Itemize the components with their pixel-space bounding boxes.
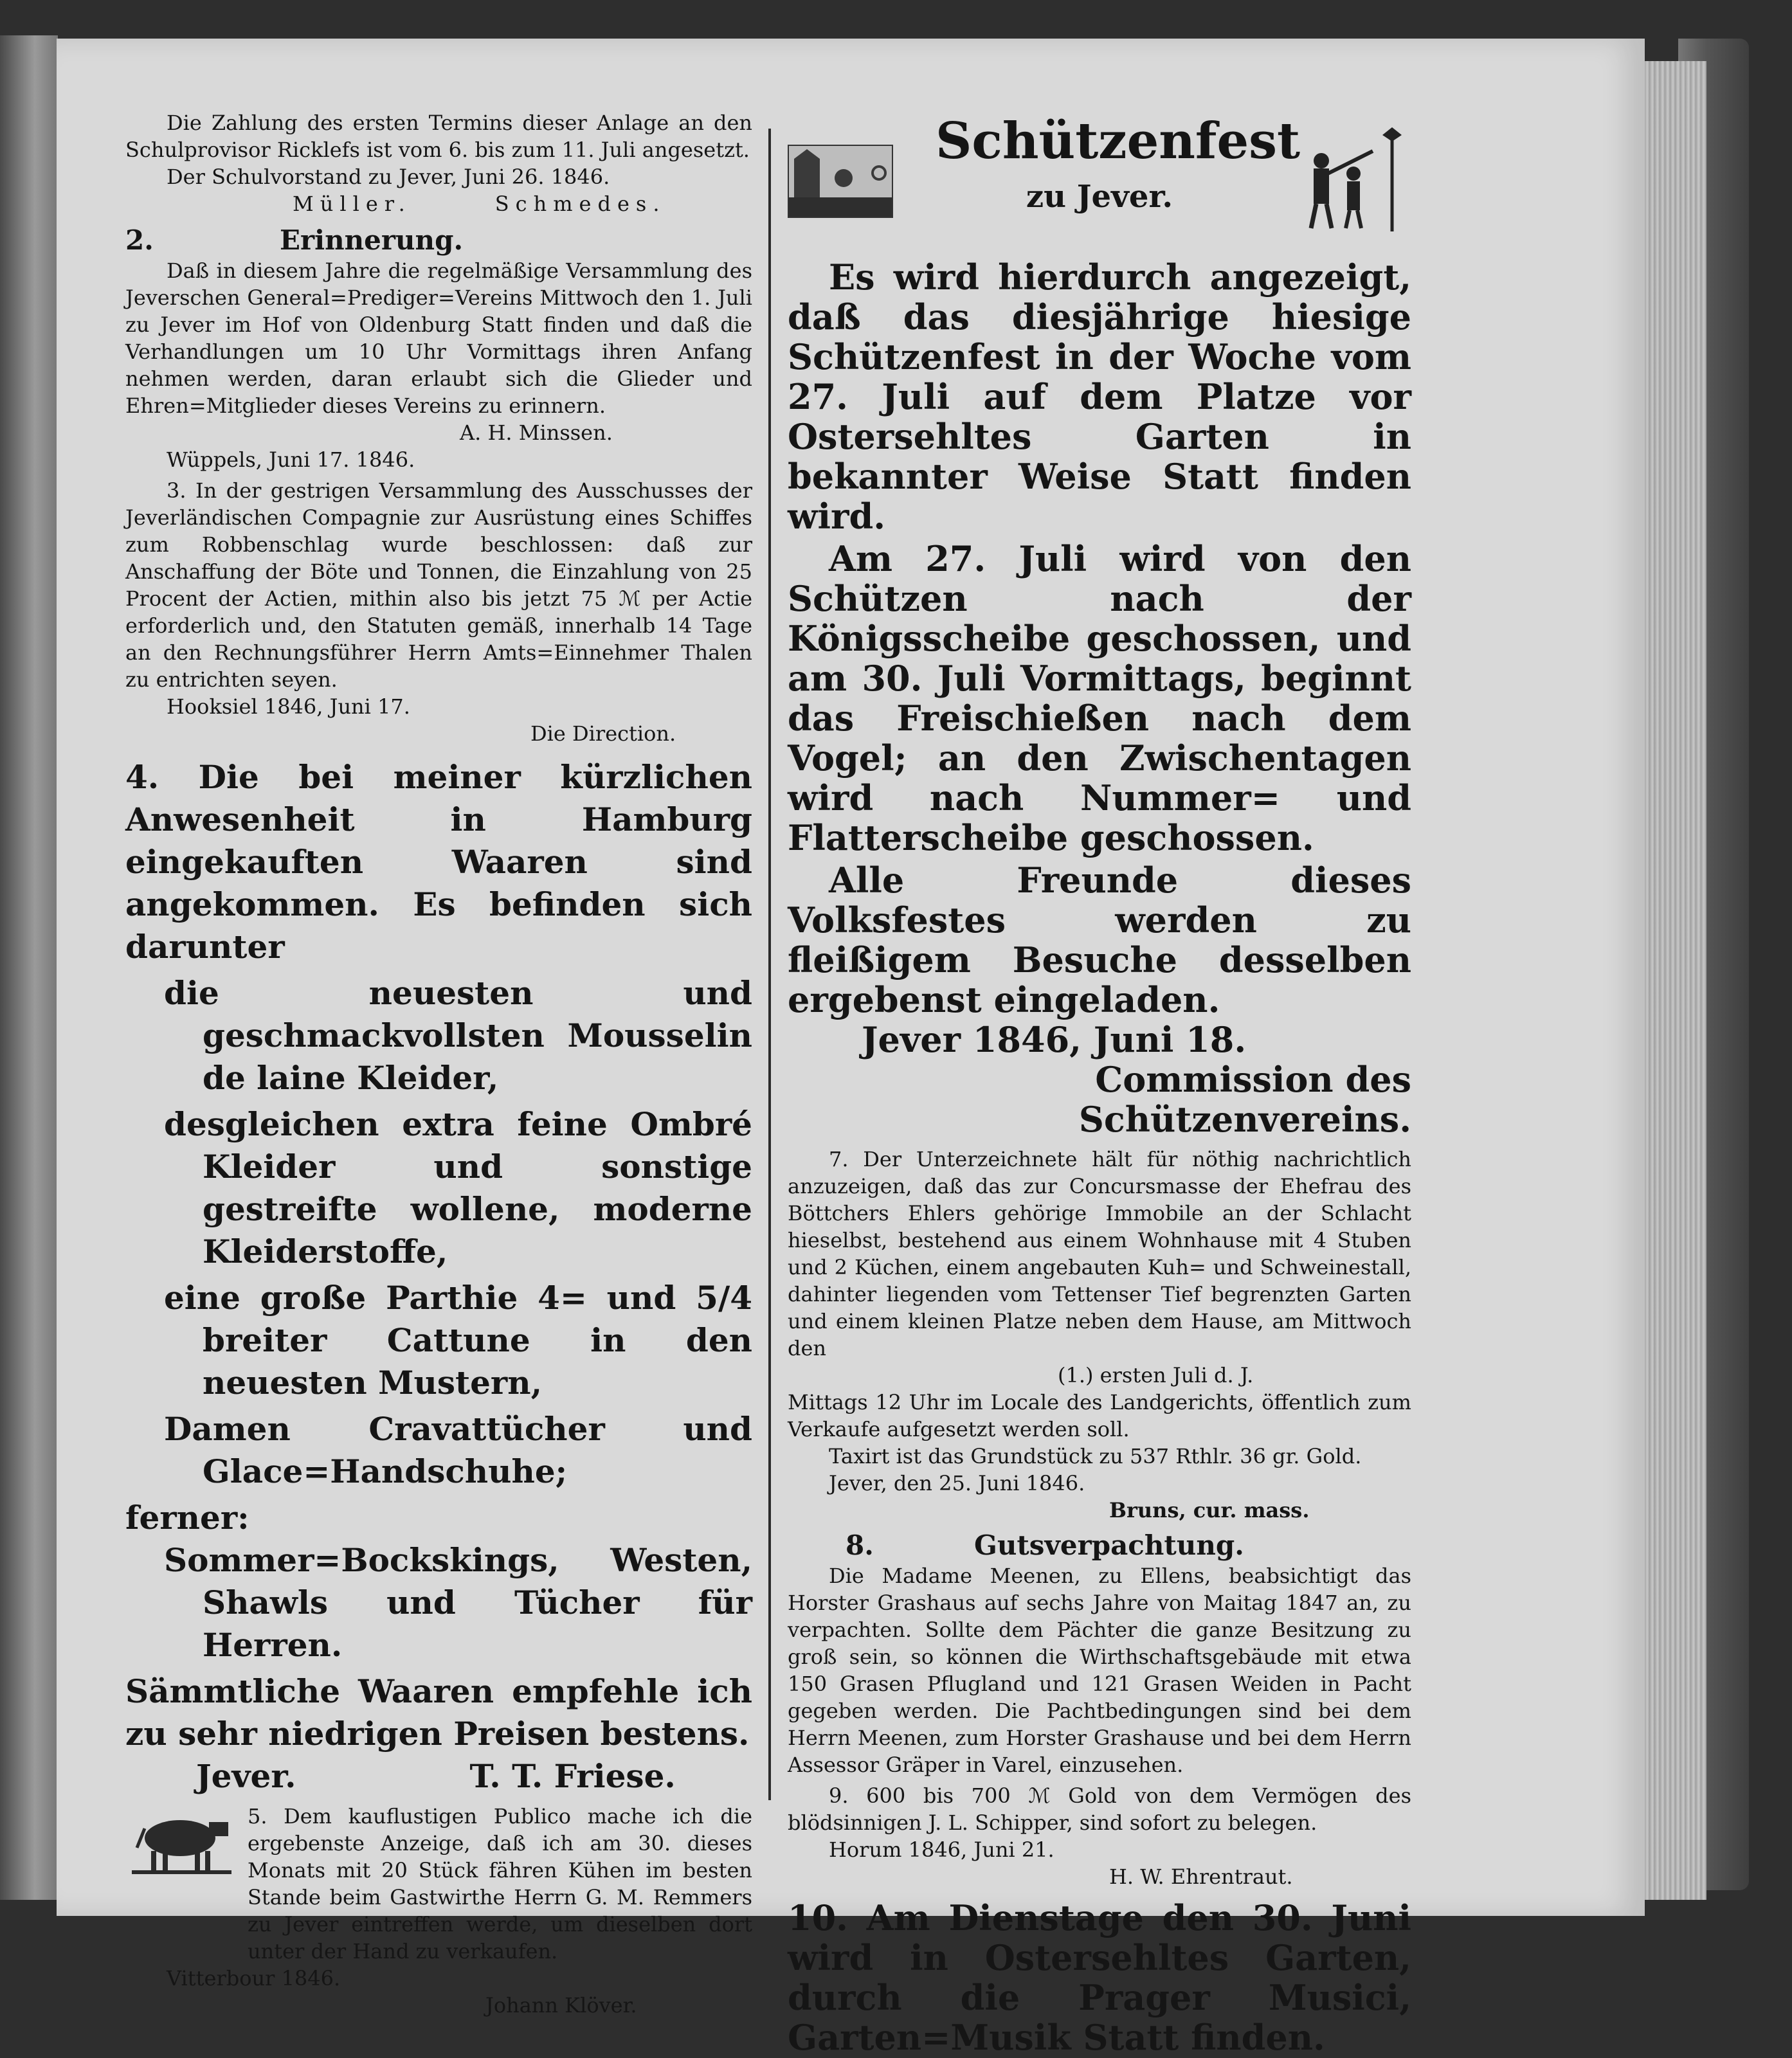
notice-9-body: 9. 600 bis 700 ℳ Gold von dem Vermögen des blödsinnigen J. L. Schipper, sind sofort zu belegen. [788, 1783, 1411, 1835]
notice-10-body: 10. Am Dienstage den 30. Juni wird in Ostersehltes Garten, durch die Prager Musici, Garten=Musik Statt finden. [788, 1897, 1411, 2058]
notice-4-item-5: Sommer=Bockskings, Westen, Shawls und Tücher für Herren. [164, 1541, 752, 1664]
notice-6-place: Jever 1846, Juni 18. [862, 1019, 1247, 1060]
shooters-with-bird-target-icon [1296, 122, 1405, 231]
notice-2-place: Wüppels, Juni 17. 1846. [167, 447, 415, 472]
notice-7-date: (1.) ersten Juli d. J. [1058, 1363, 1254, 1387]
notice-4-signature-row [125, 1755, 752, 1798]
schuetzenfest-subtitle: zu Jever. [1026, 179, 1173, 215]
notice-5-place: Vitterbour 1846. [167, 1966, 341, 1990]
notice-1-sig-schmedes: Schmedes. [494, 192, 666, 216]
notice-4-item-1: die neuesten und geschmackvollsten Mousselin de laine Kleider, [164, 974, 752, 1097]
notice-4-ferner: ferner: [125, 1499, 249, 1537]
notice-1-place: Der Schulvorstand zu Jever, Juni 26. 1846. [167, 165, 610, 189]
shooting-range-icon [788, 145, 893, 218]
notice-4-signature: T. T. Friese. [469, 1757, 676, 1795]
notice-8-number: 8. [846, 1530, 874, 1561]
column-divider [768, 129, 771, 1800]
notice-6-paragraph-2: Am 27. Juli wird von den Schützen nach der Königsscheibe geschossen, und am 30. Juli Vormittags, beginnt das Freischießen nach dem Vogel; an den Zwischentagen wird nach Nummer= und Flatterscheibe geschossen. [788, 538, 1411, 858]
notice-2-heading [125, 224, 752, 257]
notice-7-body: 7. Der Unterzeichnete hält für nöthig nachrichtlich anzuzeigen, daß das zur Concursmasse der Ehefrau des Böttchers Ehlers gehörige Immobile an der Schlacht hieselbst, bestehend aus einem Wohnhause mit 4 Stuben und 2 Küchen, einem angebauten Kuh= und Schweinestall, dahinter liegenden vom Tettenser Tief begrenzten Garten und einem kleinen Platze neben dem Hause, am Mittwoch den [788, 1147, 1411, 1360]
notice-7-valuation: Taxirt ist das Grundstück zu 537 Rthlr. 36 gr. Gold. [829, 1444, 1362, 1468]
notice-5-signature: Johann Klöver. [485, 1993, 637, 2017]
notice-4-item-3: eine große Parthie 4= und 5/4 breiter Cattune in den neuesten Mustern, [164, 1279, 752, 1402]
notice-4-intro: 4. Die bei meiner kürzlichen Anwesenheit in Hamburg eingekauften Waaren sind angekommen. Es befinden sich darunter [125, 758, 752, 966]
notice-7-place: Jever, den 25. Juni 1846. [829, 1471, 1085, 1495]
cow-woodcut-icon [125, 1803, 235, 1880]
notice-8-body: Die Madame Meenen, zu Ellens, beabsichtigt das Horster Grashaus auf sechs Jahre von Maitag 1847 an, zu verpachten. Sollte dem Pächter die ganze Besitzung zu groß sein, so können die Wirthschaftsgebäude mit etwa 150 Grasen Pflugland und 121 Grasen Weiden in Pacht gegeben werden. Die Pachtbedingungen sind bei dem Herrn Meenen, zum Horster Grashause und bei dem Herrn Assessor Gräper in Varel, einzusehen. [788, 1564, 1411, 1777]
notice-4-close: Sämmtliche Waaren empfehle ich zu sehr niedrigen Preisen bestens. [125, 1672, 752, 1753]
notice-3-signature: Die Direction. [530, 721, 676, 746]
notice-2-number: 2. [125, 224, 154, 256]
notice-2-signature: A. H. Minssen. [460, 420, 613, 445]
notice-2-body: Daß in diesem Jahre die regelmäßige Versammlung des Jeverschen General=Prediger=Vereins Mittwoch den 1. Juli zu Jever im Hof von Oldenburg Statt finden und daß die Verhandlungen um 10 Uhr Vormittags ihren Anfang nehmen werden, daran erlaubt sich die Glieder und Ehren=Mitglieder dieses Vereins zu erinnern. [125, 258, 752, 418]
notice-4-item-4: Damen Cravattücher und Glace=Handschuhe; [164, 1410, 752, 1490]
notice-5 [125, 1803, 752, 2019]
notice-6-signature: Commission des Schützenvereins. [1078, 1059, 1411, 1140]
schuetzenfest-title: Schützenfest [936, 112, 1301, 170]
notice-9-signature: H. W. Ehrentraut. [1109, 1864, 1293, 1889]
notice-7-body-continued: Mittags 12 Uhr im Locale des Landgerichts, öffentlich zum Verkaufe aufgesetzt werden soll. [788, 1390, 1411, 1441]
left-column [125, 109, 752, 2019]
notice-6-paragraph-3: Alle Freunde dieses Volksfestes werden zu fleißigem Besuche desselben ergebenst eingeladen. [788, 860, 1411, 1020]
right-column [788, 109, 1411, 2057]
notice-1-body: Die Zahlung des ersten Termins dieser Anlage an den Schulprovisor Ricklefs ist vom 6. bis zum 11. Juli angesetzt. [125, 111, 752, 162]
notice-7-signature: Bruns, cur. mass. [1109, 1498, 1310, 1522]
schuetzenfest-header [788, 109, 1411, 257]
previous-page-edge [0, 35, 58, 1900]
notice-4-item-2: desgleichen extra feine Ombré Kleider und sonstige gestreifte wollene, moderne Kleiderstoffe, [164, 1105, 752, 1270]
notice-3-body: 3. In der gestrigen Versammlung des Ausschusses der Jeverländischen Compagnie zur Ausrüstung eines Schiffes zum Robbenschlag wurde beschlossen: daß zur Anschaffung der Böte und Tonnen, die Einzahlung von 25 Procent der Actien, mithin also bis jetzt 75 ℳ per Actie erforderlich und, den Statuten gemäß, innerhalb 14 Tage an den Rechnungsführer Herrn Amts=Einnehmer Thalen zu entrichten seyen. [125, 478, 752, 692]
notice-1-signatures [125, 190, 752, 217]
notice-8-heading [788, 1529, 1411, 1562]
notice-6-paragraph-1: Es wird hierdurch angezeigt, daß das diesjährige hiesige Schützenfest in der Woche vom 27. Juli auf dem Platze vor Ostersehltes Garten in bekannter Weise Statt finden wird. [788, 257, 1411, 537]
notice-9-place: Horum 1846, Juni 21. [829, 1837, 1054, 1862]
notice-8-title: Gutsverpachtung. [974, 1530, 1244, 1561]
notice-1-sig-mueller: Müller. [293, 192, 412, 216]
notice-3-place: Hooksiel 1846, Juni 17. [167, 694, 410, 719]
notice-5-body: 5. Dem kauflustigen Publico mache ich die ergebenste Anzeige, daß ich am 30. dieses Monats mit 20 Stück fähren Kühen im besten Stande beim Gastwirthe Herrn G. M. Remmers zu Jever eintreffen werde, um dieselben dort unter der Hand zu verkaufen. [248, 1804, 752, 1963]
notice-4-place: Jever. [196, 1757, 296, 1795]
notice-2-title: Erinnerung. [280, 224, 464, 256]
